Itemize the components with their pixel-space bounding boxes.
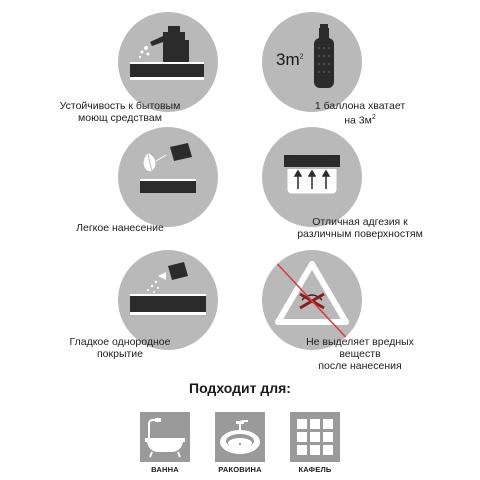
feature-caption — [240, 336, 480, 372]
feature-caption — [240, 100, 480, 127]
caption-line: Устойчивость к бытовым — [59, 100, 181, 112]
smooth-coating-icon — [118, 250, 218, 350]
feature-caption — [0, 336, 240, 360]
caption-line: покрытие — [96, 348, 144, 360]
coverage-badge-value: 3m — [276, 50, 300, 69]
coverage-badge — [276, 50, 304, 70]
caption-line: на $3м^2$ — [344, 114, 376, 127]
sink-icon — [215, 412, 265, 462]
suitable-item-label: КАФЕЛЬ — [298, 465, 332, 474]
caption-line: различным поверхностям — [297, 228, 423, 240]
feature-caption — [240, 216, 480, 240]
coverage-badge-sup: 2 — [299, 53, 304, 61]
caption-line: Отличная адгезия к — [312, 216, 408, 228]
caption-line: моющ средствам — [78, 112, 162, 124]
feature-caption — [0, 100, 240, 124]
suitable-item-label: ВАННА — [151, 465, 179, 474]
suitable-title: Подходит для: — [189, 380, 291, 396]
caption-line: после нанесения — [318, 360, 402, 372]
suitable-item-label: РАКОВИНА — [218, 465, 262, 474]
easy-application-icon — [118, 127, 218, 227]
spray-can-coverage-icon — [262, 12, 362, 112]
caption-line: Гладкое однородное — [69, 336, 171, 348]
spray-resistance-icon — [118, 12, 218, 112]
feature-caption — [0, 222, 240, 234]
caption-line: Легкое нанесение — [76, 222, 164, 234]
caption-line: Не выделяет вредных — [306, 336, 414, 348]
bathtub-icon — [140, 412, 190, 462]
caption-line: 1 баллона хватает — [314, 100, 406, 112]
tile-icon — [290, 412, 340, 462]
no-harmful-emissions-icon — [262, 250, 362, 350]
adhesion-icon — [262, 127, 362, 227]
caption-line: веществ — [339, 348, 381, 360]
